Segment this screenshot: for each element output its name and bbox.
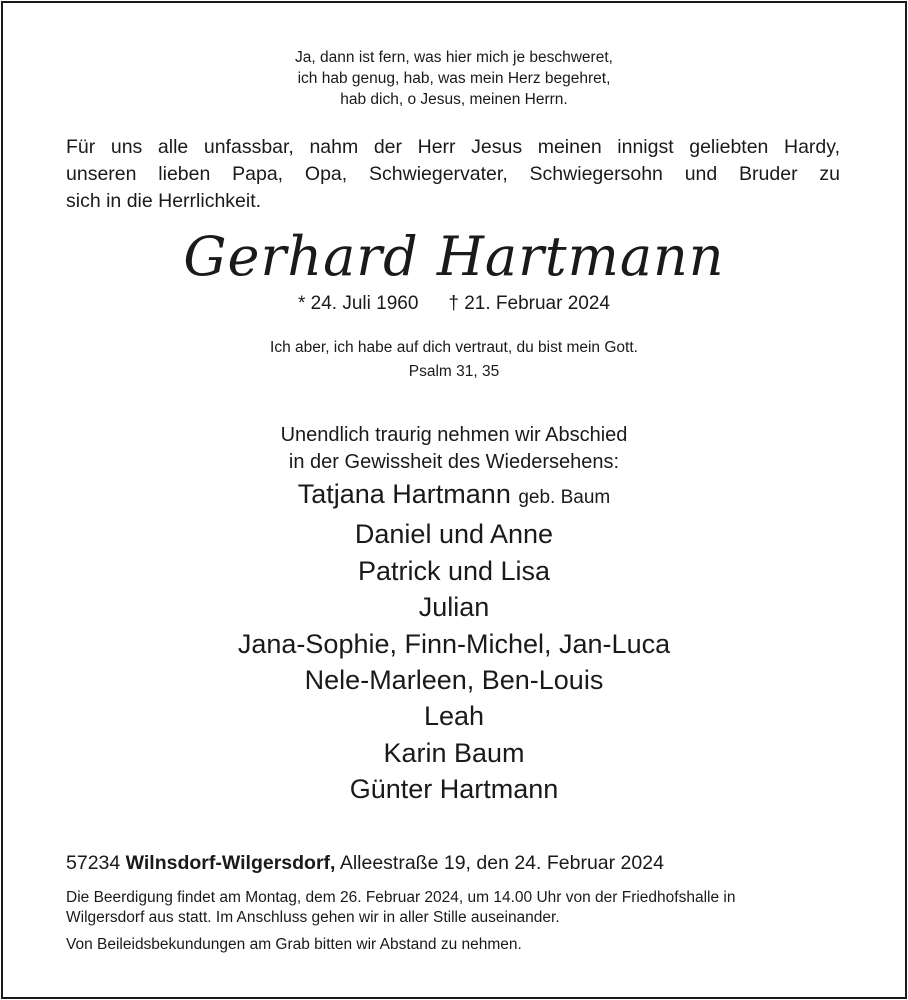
opening-hymn-verse <box>0 47 908 110</box>
address-line <box>66 850 664 876</box>
mourner-item: Daniel und Anne <box>354 519 554 550</box>
hymn-line-2: ich hab genug, hab, was mein Herz begehret, <box>297 70 611 87</box>
mourner-item: Günter Hartmann <box>349 774 559 805</box>
mourner-item: Julian <box>418 592 490 623</box>
intro-line-2: unseren lieben Papa, Opa, Schwiegervater, Schwiegersohn und Bruder zu <box>66 163 840 185</box>
farewell-line-1: Unendlich traurig nehmen wir Abschied <box>280 424 628 446</box>
mourner-spouse <box>0 476 908 516</box>
mourners-list <box>0 476 908 808</box>
life-dates <box>0 292 908 316</box>
maiden-name-note: geb. Baum <box>518 487 611 508</box>
death-date: † 21. Februar 2024 <box>448 293 611 314</box>
funeral-notice-line-2: Wilgersdorf aus statt. Im Anschluss gehen wir in aller Stille auseinander. <box>66 909 560 926</box>
mourner-item: Leah <box>423 701 485 732</box>
intro-line-3: sich in die Herrlichkeit. <box>66 190 262 212</box>
mourner-item: Patrick und Lisa <box>357 555 551 586</box>
psalm-reference: Psalm 31, 35 <box>408 363 500 380</box>
psalm-text: Ich aber, ich habe auf dich vertraut, du bist mein Gott. <box>270 339 638 356</box>
psalm-quote <box>0 336 908 384</box>
farewell-statement <box>0 422 908 476</box>
funeral-notice-line-1: Die Beerdigung findet am Montag, dem 26. Februar 2024, um 14.00 Uhr von der Friedhofshalle in <box>66 889 736 906</box>
condolence-notice: Von Beileidsbekundungen am Grab bitten wir Abstand zu nehmen. <box>66 936 522 953</box>
funeral-notice <box>66 888 846 928</box>
intro-line-1: Für uns alle unfassbar, nahm der Herr Jesus meinen innigst geliebten Hardy, <box>66 136 840 158</box>
hymn-line-1: Ja, dann ist fern, was hier mich je beschweret, <box>295 49 613 66</box>
mourner-item: Jana-Sophie, Finn-Michel, Jan-Luca <box>237 628 671 659</box>
postal-code: 57234 <box>66 852 121 874</box>
intro-paragraph <box>66 134 840 215</box>
hymn-line-3: hab dich, o Jesus, meinen Herrn. <box>340 91 568 108</box>
birth-date: * 24. Juli 1960 <box>297 293 419 314</box>
mourner-item: Karin Baum <box>383 737 525 768</box>
mourner-item: Nele-Marleen, Ben-Louis <box>304 665 604 696</box>
mourner-name: Tatjana Hartmann <box>297 479 511 509</box>
street-and-date: Alleestraße 19, den 24. Februar 2024 <box>339 852 664 874</box>
place-name: Wilnsdorf-Wilgersdorf, <box>125 852 336 874</box>
deceased-name: Gerhard Hartmann <box>183 225 725 288</box>
farewell-line-2: in der Gewissheit des Wiedersehens: <box>288 451 620 473</box>
